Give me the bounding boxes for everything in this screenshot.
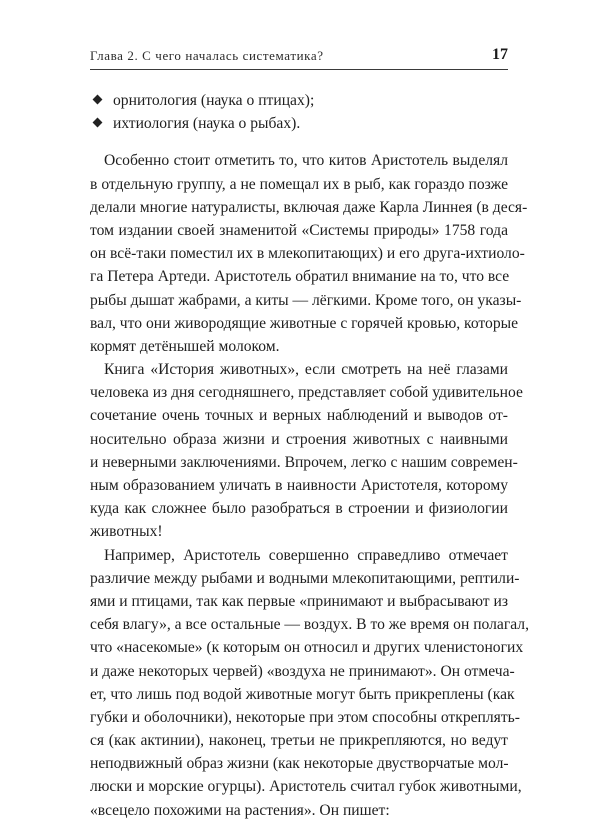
text-line: Например, Аристотель совершенно справедливо отмечает xyxy=(104,546,508,564)
running-head xyxy=(90,48,508,68)
text-line: Книга «История животных», если смотреть на неё глазами xyxy=(104,361,508,379)
text-line: ями и птицами, так как первые «принимают и выбрасывают из xyxy=(90,592,508,610)
text-line: ет, что лишь под водой животные могут быть прикреплены (как xyxy=(90,685,515,703)
list-item-text: ихтиология (наука о рыбах). xyxy=(113,115,301,133)
chapter-title: Глава 2. С чего началась систематика? xyxy=(90,48,324,63)
text-line: рыбы дышат жабрами, а киты — лёгкими. Кроме того, он указы- xyxy=(90,291,522,309)
bullet-list xyxy=(90,89,508,135)
list-item xyxy=(90,89,508,112)
text-line: он всё-таки поместил их в млекопитающих) и его друга-ихтиоло- xyxy=(90,245,525,263)
list-item-text: орнитология (наука о птицах); xyxy=(113,92,315,109)
text-line: вал, что они живородящие животные с горячей кровью, которые xyxy=(90,314,519,332)
page-number: 17 xyxy=(492,46,508,63)
text-line: «всецело похожими на растения». Он пишет: xyxy=(90,801,390,819)
text-line: различие между рыбами и водными млекопитающими, рептили- xyxy=(90,569,520,587)
header-rule xyxy=(90,69,508,70)
text-line: Особенно стоит отметить то, что китов Аристотель выделял xyxy=(104,152,508,170)
list-item xyxy=(90,112,508,135)
text-line: губки и оболочники), некоторые при этом способны откреплять- xyxy=(90,708,520,726)
text-line: неподвижный образ жизни (как некоторые двустворчатые мол- xyxy=(90,755,509,773)
paragraph xyxy=(90,358,523,544)
text-line: люски и морские огурцы). Аристотель считал губок животными, xyxy=(90,778,522,796)
text-line: животных! xyxy=(90,523,163,541)
text-line: том издании своей знаменитой «Системы природы» 1758 года xyxy=(90,221,508,239)
text-line: делали многие натуралисты, включая даже Карла Линнея (в деся- xyxy=(90,198,528,216)
text-line: га Петера Артеди. Аристотель обратил внимание на то, что все xyxy=(90,268,510,286)
paragraph xyxy=(90,149,528,358)
text-line: и даже некоторых червей) «воздуха не принимают». Он отмеча- xyxy=(90,662,515,680)
text-line: и неверными заключениями. Впрочем, легко с нашим современ- xyxy=(90,453,518,471)
text-line: человека из дня сегодняшнего, представляет собой удивительное xyxy=(90,384,523,402)
paragraph xyxy=(90,544,529,822)
text-line: ся (как актинии), наконец, третьи не прикрепляются, но ведут xyxy=(90,732,508,750)
spacer xyxy=(90,135,508,149)
text-line: себя влагу», а все остальные — воздух. В то же время он полагал, xyxy=(90,616,529,634)
text-line: в отдельную группу, а не помещал их в рыб, как гораздо позже xyxy=(90,175,508,193)
text-line: сочетание очень точных и верных наблюдений и выводов от- xyxy=(90,407,508,425)
diamond-bullet-icon xyxy=(93,95,103,105)
text-line: куда как сложнее было разобраться в строении и физиологии xyxy=(90,500,508,518)
diamond-bullet-icon xyxy=(93,118,103,128)
body-text xyxy=(90,89,529,822)
text-line: ным образованием уличать в наивности Аристотеля, которому xyxy=(90,477,508,494)
text-line: кормят детёнышей молоком. xyxy=(90,337,280,355)
text-line: что «насекомые» (к которым он относил и других членистоногих xyxy=(90,639,524,657)
text-line: носительно образа жизни и строения животных с наивными xyxy=(90,430,508,448)
